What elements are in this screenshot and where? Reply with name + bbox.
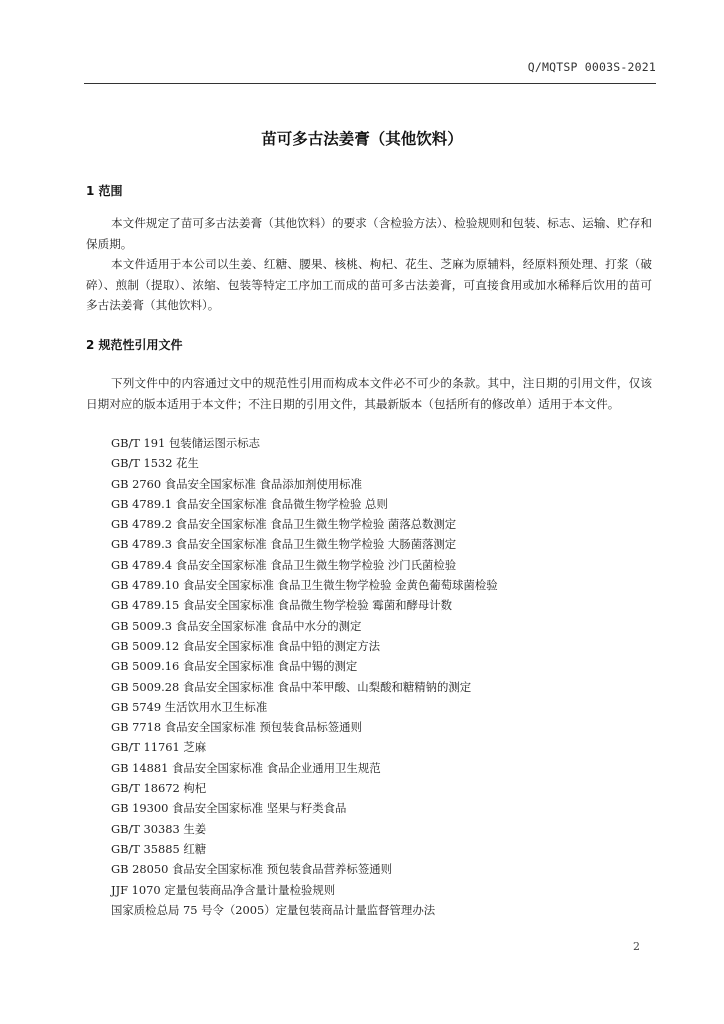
reference-list [111, 433, 498, 920]
reference-item: GB 2760 食品安全国家标准 食品添加剂使用标准 [111, 476, 362, 491]
reference-item: GB/T 35885 红糖 [111, 841, 207, 856]
document-title: 苗可多古法姜膏（其他饮料） [261, 130, 463, 148]
reference-item: GB 7718 食品安全国家标准 预包装食品标签通则 [111, 720, 362, 735]
reference-item: GB 5749 生活饮用水卫生标准 [111, 699, 268, 714]
reference-item: GB 5009.16 食品安全国家标准 食品中锡的测定 [111, 659, 358, 674]
section-heading-normative-references: 2 规范性引用文件 [86, 338, 183, 352]
reference-item: GB 4789.15 食品安全国家标准 食品微生物学检验 霉菌和酵母计数 [111, 598, 453, 613]
reference-item: GB/T 18672 枸杞 [111, 781, 207, 796]
header-rule [84, 83, 656, 84]
reference-item: GB 4789.3 食品安全国家标准 食品卫生微生物学检验 大肠菌落测定 [111, 537, 457, 552]
reference-item: GB/T 191 包装储运图示标志 [111, 436, 261, 450]
reference-item: 国家质检总局 75 号令（2005）定量包装商品计量监督管理办法 [111, 902, 436, 917]
reference-item: GB 4789.4 食品安全国家标准 食品卫生微生物学检验 沙门氏菌检验 [111, 557, 457, 572]
references-intro-paragraph: 下列文件中的内容通过文中的规范性引用而构成本文件必不可少的条款。其中，注日期的引用文件，仅该日期对应的版本适用于本文件；不注日期的引用文件，其最新版本（包括所有的修改单）适用于本文件。 [86, 376, 652, 411]
reference-item: GB 14881 食品安全国家标准 食品企业通用卫生规范 [111, 760, 381, 775]
reference-item: GB 19300 食品安全国家标准 坚果与籽类食品 [111, 801, 347, 816]
section-heading-scope: 1 范围 [86, 184, 123, 198]
reference-item: GB 4789.2 食品安全国家标准 食品卫生微生物学检验 菌落总数测定 [111, 517, 457, 532]
reference-item: GB 5009.12 食品安全国家标准 食品中铅的测定方法 [111, 638, 381, 653]
reference-item: GB/T 11761 芝麻 [111, 740, 207, 755]
reference-item: GB 5009.3 食品安全国家标准 食品中水分的测定 [111, 618, 362, 633]
document-code: Q/MQTSP 0003S-2021 [527, 60, 656, 74]
reference-item: GB/T 30383 生姜 [111, 821, 207, 836]
reference-item: JJF 1070 定量包装商品净含量计量检验规则 [111, 882, 336, 897]
reference-item: GB 5009.28 食品安全国家标准 食品中苯甲酸、山梨酸和糖精钠的测定 [111, 679, 472, 694]
reference-item: GB 4789.1 食品安全国家标准 食品微生物学检验 总则 [111, 496, 388, 511]
scope-paragraph-1: 本文件规定了苗可多古法姜膏（其他饮料）的要求（含检验方法）、检验规则和包装、标志、运输、贮存和保质期。 [86, 216, 652, 251]
reference-item: GB 28050 食品安全国家标准 预包装食品营养标签通则 [111, 862, 392, 877]
reference-item: GB 4789.10 食品安全国家标准 食品卫生微生物学检验 金黄色葡萄球菌检验 [111, 578, 498, 593]
scope-paragraph-2: 本文件适用于本公司以生姜、红糖、腰果、核桃、枸杞、花生、芝麻为原辅料，经原料预处理、打浆（破碎）、煎制（提取）、浓缩、包装等特定工序加工而成的苗可多古法姜膏，可直接食用或加水稀释后饮用的苗可多古法姜膏（其他饮料）。 [86, 257, 652, 312]
reference-item: GB/T 1532 花生 [111, 456, 199, 471]
page-number: 2 [633, 940, 640, 953]
